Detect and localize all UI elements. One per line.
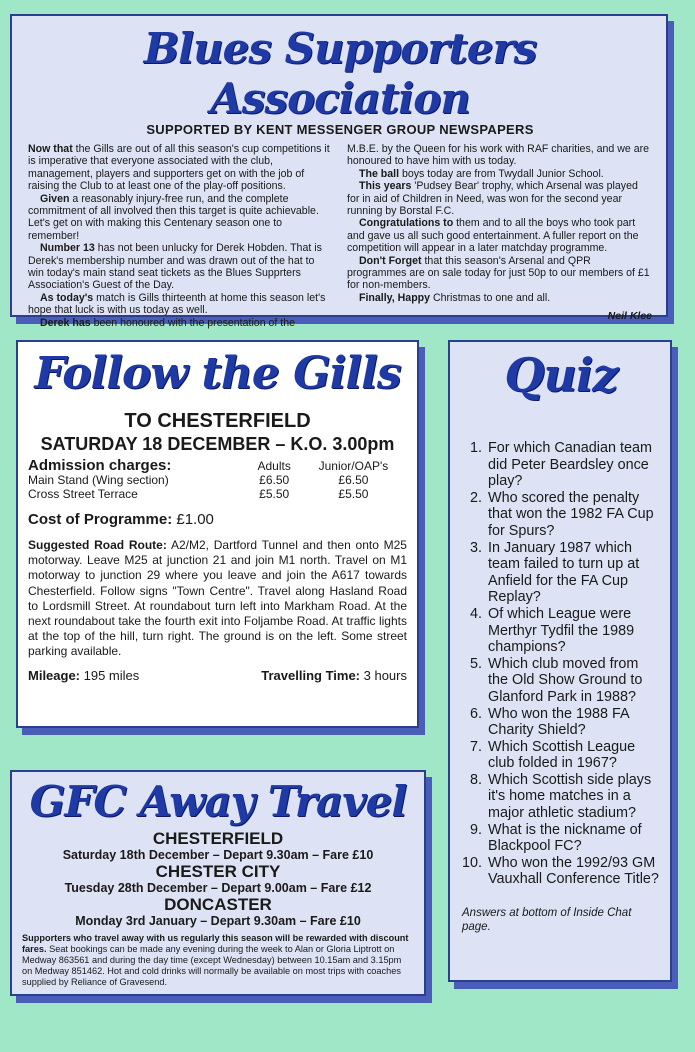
list-item: 5. Which club moved from the Old Show Ground to Glanford Park in 1988? [469, 655, 643, 705]
quiz-answers-note: Answers at bottom of Inside Chat page. [462, 907, 632, 934]
blues-left-column [28, 143, 333, 329]
trip-destination: CHESTERFIELD [152, 829, 284, 848]
travel-note: Supporters who travel away with us regularly this season will be rewarded with discount fares. Seat bookings can be made any evening during the week to Alan or Gloria Liptrott on Medway 863561 and during the day time (except Wednesday) between 10.15am and 3.15pm on Medway 851462. Hot and cold drinks will normally be available on most trips with coaches supplied by Reliance of Gravesend. [22, 933, 409, 987]
table-header-row [28, 459, 407, 473]
adults-price: £5.50 [259, 487, 290, 501]
follow-the-gills-panel [16, 340, 419, 728]
trip-details: Tuesday 28th December – Depart 9.00am – Fare £12 [64, 881, 372, 895]
trip-destination: CHESTER CITY [155, 862, 281, 881]
journey-summary [28, 668, 407, 683]
admission-label: Admission charges: [28, 457, 172, 474]
trip-details: Saturday 18th December – Depart 9.30am – Fare £10 [62, 848, 374, 862]
programme-cost: Cost of Programme: £1.00 [28, 511, 214, 528]
gfc-away-travel-panel [10, 770, 426, 996]
trip-details: Monday 3rd January – Depart 9.30am – Fare £10 [75, 914, 361, 928]
list-item: 1. For which Canadian team did Peter Beardsley once play? [469, 440, 652, 490]
junior-header: Junior/OAP's [318, 459, 389, 473]
blues-paragraph: Finally, Happy Christmas to one and all. [359, 291, 551, 304]
quiz-title: Quiz [504, 348, 618, 402]
blues-paragraph: Congratulations to them and to all the boys who took part and gave us all such good entertainment. A fuller report on the competition will appear in a later matchday programme. [347, 217, 639, 255]
blues-paragraph: Number 13 has not been unlucky for Derek Hobden. That is Derek's membership number and was drawn out of the hat to win today's main stand seat tickets as the Blues Supprters Association's Guest of the Day. [28, 242, 322, 292]
quiz-list [462, 440, 660, 888]
list-item: 4. Of which League were Merthyr Tydfil the 1989 champions? [469, 605, 635, 656]
list-item: 6. Who won the 1988 FA Charity Shield? [469, 705, 629, 739]
admission-area: Cross Street Terrace [28, 487, 138, 501]
list-item: 3. In January 1987 which team failed to turn up at Anfield for the FA Cup Replay? [469, 539, 640, 606]
adults-header: Adults [257, 459, 291, 473]
list-item: 7. Which Scottish League club folded in 1967? [469, 738, 636, 772]
junior-price: £6.50 [338, 473, 369, 487]
blues-supporters-panel [10, 14, 668, 329]
gfc-title: GFC Away Travel [29, 777, 407, 826]
follow-title: Follow the Gills [34, 348, 401, 399]
admission-table [28, 459, 407, 501]
admission-area: Main Stand (Wing section) [28, 473, 169, 487]
blues-paragraph: Now that the Gills are out of all this season's cup competitions it is imperative that everyone associated with the club, management, players and supporters get on with the job of raising the Club to at least one of the play-off positions. [28, 143, 330, 193]
list-item: 10. Who won the 1992/93 GM Vauxhall Conference Title? [462, 854, 659, 888]
table-row [28, 473, 407, 487]
blues-subtitle: SUPPORTED BY KENT MESSENGER GROUP NEWSPAPERS [146, 122, 534, 137]
junior-price: £5.50 [338, 487, 369, 501]
quiz-panel [448, 340, 672, 982]
blues-signature: Neil Klee [607, 310, 652, 323]
admission-charges [28, 459, 407, 501]
blues-paragraph: M.B.E. by the Queen for his work with RAF charities, and we are honoured to have him with us today. [347, 143, 650, 168]
blues-paragraph: This years 'Pudsey Bear' trophy, which Arsenal was played for in aid of Children in Need, was won for the second year running by Borstal F.C. [347, 180, 638, 218]
list-item: 8. Which Scottish side plays it's home matches in a major athletic stadium? [469, 771, 652, 822]
blues-paragraph: Given a reasonably injury-free run, and the complete commitment of all involved then this target is quite achievable. Let's get on with making this Centenary season one to remember! [28, 192, 319, 242]
follow-destination: TO CHESTERFIELD [124, 410, 311, 432]
adults-price: £6.50 [259, 473, 290, 487]
table-row [28, 487, 407, 501]
travelling-time: Travelling Time: 3 hours [261, 667, 407, 683]
blues-columns [28, 143, 652, 329]
list-item: 2. Who scored the penalty that won the 1982 FA Cup for Spurs? [469, 489, 654, 539]
blues-paragraph: Derek has been honoured with the presentation of the [40, 316, 296, 329]
blues-title: Blues Supporters Association [143, 24, 537, 123]
mileage: Mileage: 195 miles [28, 667, 140, 683]
trip-destination: DONCASTER [164, 895, 272, 914]
blues-paragraph: Don't Forget that this season's Arsenal and QPR programmes are on sale today for just 50p to our members of £1 for non-members. [347, 254, 650, 292]
blues-right-column [347, 143, 652, 329]
list-item: 9. What is the nickname of Blackpool FC? [469, 821, 642, 855]
follow-date: SATURDAY 18 DECEMBER – K.O. 3.00pm [40, 434, 395, 454]
blues-paragraph: The ball boys today are from Twydall Junior School. [359, 167, 604, 180]
road-route: Suggested Road Route: A2/M2, Dartford Tunnel and then onto M25 motorway. Leave M25 at junction 21 and join M1 north. Travel on M1 motorway to junction 29 where you leave and join the A617 towards Chesterfield. Follow signs "Town Centre". Travel along Hasland Road to Lordsmill Street. At roundabout turn left into Markham Road. At the next roundabout take the fourth exit into Foljambe Road. At traffic lights at the top of the hill, turn right. The ground is on the left. Some street parking available. [28, 538, 407, 659]
blues-paragraph: As today's match is Gills thirteenth at home this season let's hope that luck is with us today as well. [28, 291, 326, 317]
